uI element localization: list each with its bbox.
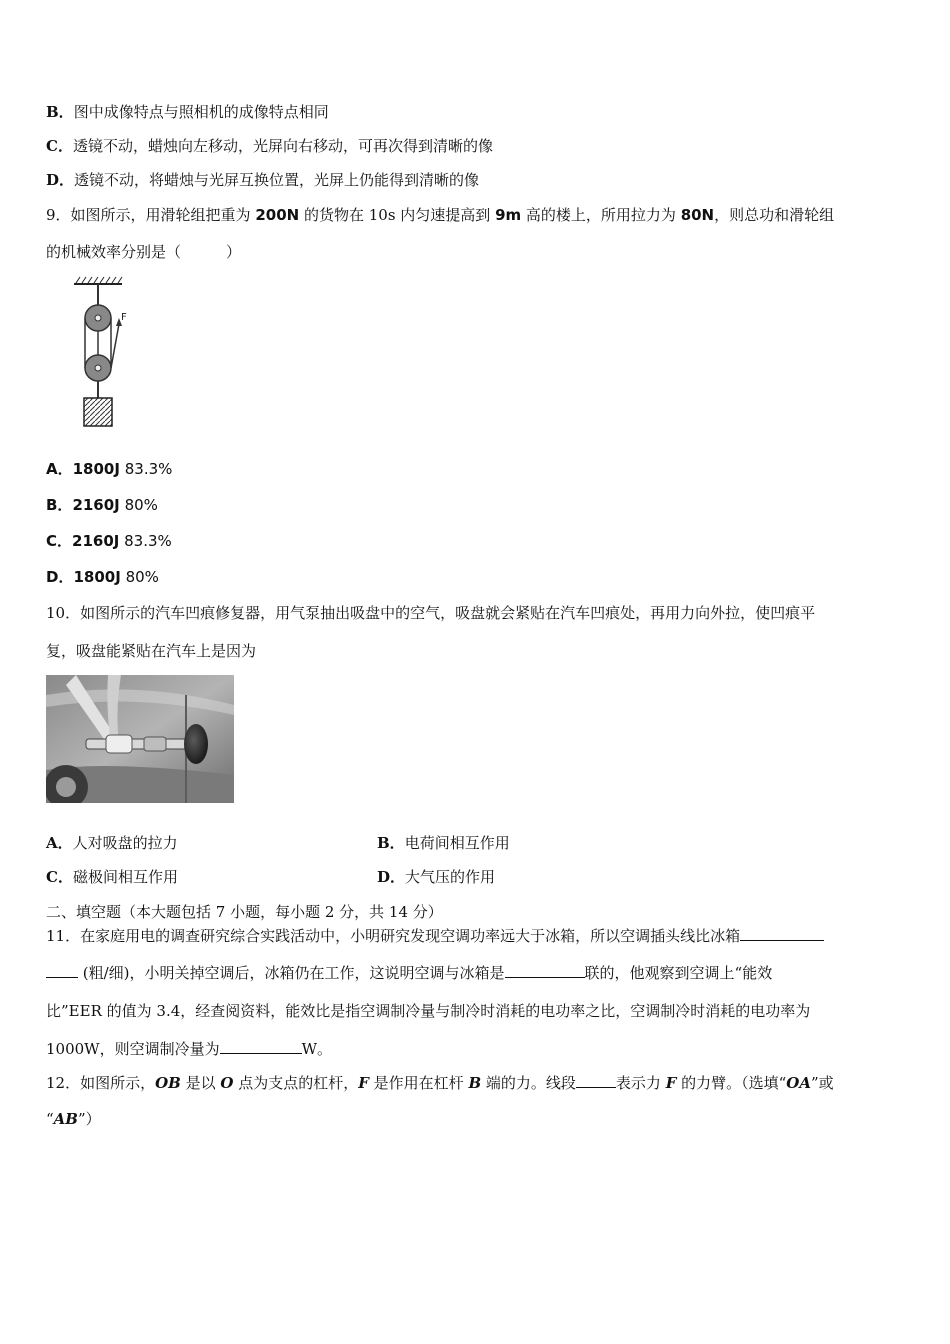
option-eff: 80% <box>125 568 159 586</box>
q12-t2: 是以 <box>180 1074 221 1092</box>
q9-text-c: 高的楼上，所用拉力为 <box>521 206 681 224</box>
q10-stem-line2 <box>46 641 256 661</box>
q12-t8: ”或 <box>811 1074 834 1092</box>
q9-text-e: 的机械效率分别是（ ） <box>46 243 242 261</box>
var-ob: OB <box>155 1074 181 1092</box>
q10-text-2: 复，吸盘能紧贴在汽车上是因为 <box>46 642 257 660</box>
option-text: 磁极间相互作用 <box>72 868 178 886</box>
option-work: 2160J <box>72 496 120 514</box>
q10-stem-line1 <box>46 603 815 623</box>
q9-option-c <box>46 531 172 551</box>
q9-height: 9m <box>495 206 522 224</box>
q12-t7: 的力臂。（选填“ <box>676 1074 787 1092</box>
option-text: 透镜不动，蜡烛向左移动，光屏向右移动，可再次得到清晰的像 <box>72 137 493 155</box>
option-work: 1800J <box>73 568 121 586</box>
q12-line2 <box>46 1109 101 1129</box>
q11-text-4b: W。 <box>301 1040 333 1058</box>
q11-text-2a: (粗/细)，小明关掉空调后，冰箱仍在工作，这说明空调与冰箱是 <box>78 964 505 982</box>
option-label: D． <box>46 171 75 189</box>
car-dent-puller-photo <box>46 675 234 803</box>
answer-blank[interactable] <box>220 1039 302 1054</box>
q9-stem-line2 <box>46 242 241 262</box>
q12-line1 <box>46 1073 834 1093</box>
q11-line3 <box>46 1001 810 1021</box>
q12-t9: “ <box>46 1110 54 1128</box>
option-label: B． <box>377 834 405 852</box>
option-label: B． <box>46 103 74 121</box>
q11-text-3: 比”EER 的值为 3.4，经查阅资料，能效比是指空调制冷量与制冷时消耗的电功率之比，空调制冷时消耗的电功率为 <box>46 1002 811 1020</box>
q12-t1: 12．如图所示， <box>46 1074 156 1092</box>
q9-text-d: ，则总功和滑轮组 <box>714 206 835 224</box>
option-label: D． <box>46 568 74 586</box>
option-label: A． <box>46 834 73 852</box>
option-work: 1800J <box>72 460 120 478</box>
option-text: 透镜不动，将蜡烛与光屏互换位置，光屏上仍能得到清晰的像 <box>74 171 480 189</box>
var-f: F <box>665 1074 677 1092</box>
pulley-system-figure <box>70 276 140 432</box>
answer-blank[interactable] <box>46 963 78 978</box>
var-b: B <box>468 1074 482 1092</box>
answer-blank[interactable] <box>740 926 824 941</box>
q9-option-d <box>46 567 159 587</box>
option-work: 2160J <box>72 532 120 550</box>
option-text: 图中成像特点与照相机的成像特点相同 <box>73 103 329 121</box>
q12-t3: 点为支点的杠杆， <box>233 1074 359 1092</box>
option-label: B． <box>46 496 73 514</box>
option-b-prev <box>46 102 329 122</box>
answer-blank[interactable] <box>505 963 585 978</box>
q11-line2 <box>46 963 772 983</box>
option-eff: 83.3% <box>124 532 172 550</box>
q11-text-1: 11．在家庭用电的调查研究综合实践活动中，小明研究发现空调功率远大于冰箱，所以空调插头线比冰箱 <box>46 927 741 945</box>
option-eff: 80% <box>124 496 158 514</box>
option-c-prev <box>46 136 493 156</box>
q12-t6: 表示力 <box>615 1074 666 1092</box>
option-label: C． <box>46 137 73 155</box>
var-f: F <box>358 1074 369 1092</box>
q10-option-c <box>46 867 178 887</box>
q10-text-1: 10．如图所示的汽车凹痕修复器，用气泵抽出吸盘中的空气，吸盘就会紧贴在汽车凹痕处，再用力向外拉，使凹痕平 <box>46 604 816 622</box>
option-label: C． <box>46 868 73 886</box>
q10-option-d <box>377 867 495 887</box>
option-text: 人对吸盘的拉力 <box>72 834 178 852</box>
q11-text-4a: 1000W，则空调制冷量为 <box>46 1040 220 1058</box>
q12-t4: 是作用在杠杆 <box>368 1074 469 1092</box>
var-ab: AB <box>53 1110 78 1128</box>
option-label: C． <box>46 532 73 550</box>
var-oa: OA <box>786 1074 812 1092</box>
section-title: 二、填空题（本大题包括 7 小题，每小题 2 分，共 14 分） <box>46 903 443 921</box>
answer-blank[interactable] <box>576 1073 616 1088</box>
q9-text-a: 9．如图所示，用滑轮组把重为 <box>46 206 256 224</box>
option-d-prev <box>46 170 479 190</box>
section-heading <box>46 902 443 922</box>
option-text: 大气压的作用 <box>405 868 496 886</box>
var-o: O <box>220 1074 234 1092</box>
q10-option-a <box>46 833 178 853</box>
force-label: F <box>121 312 127 323</box>
q9-weight: 200N <box>255 206 300 224</box>
q12-t10: ”） <box>78 1110 101 1128</box>
q11-line4 <box>46 1039 332 1059</box>
q12-t5: 端的力。线段 <box>481 1074 576 1092</box>
option-label: D． <box>377 868 406 886</box>
option-text: 电荷间相互作用 <box>404 834 510 852</box>
option-eff: 83.3% <box>124 460 173 478</box>
q9-text-b: 的货物在 10s 内匀速提高到 <box>299 206 496 224</box>
q9-option-a <box>46 459 172 479</box>
option-label: A． <box>46 460 73 478</box>
q11-text-2b: 联的，他观察到空调上“能效 <box>584 964 773 982</box>
q9-option-b <box>46 495 158 515</box>
q11-line1 <box>46 926 824 946</box>
q9-force: 80N <box>680 206 715 224</box>
q10-option-b <box>377 833 510 853</box>
q9-stem-line1 <box>46 205 834 225</box>
